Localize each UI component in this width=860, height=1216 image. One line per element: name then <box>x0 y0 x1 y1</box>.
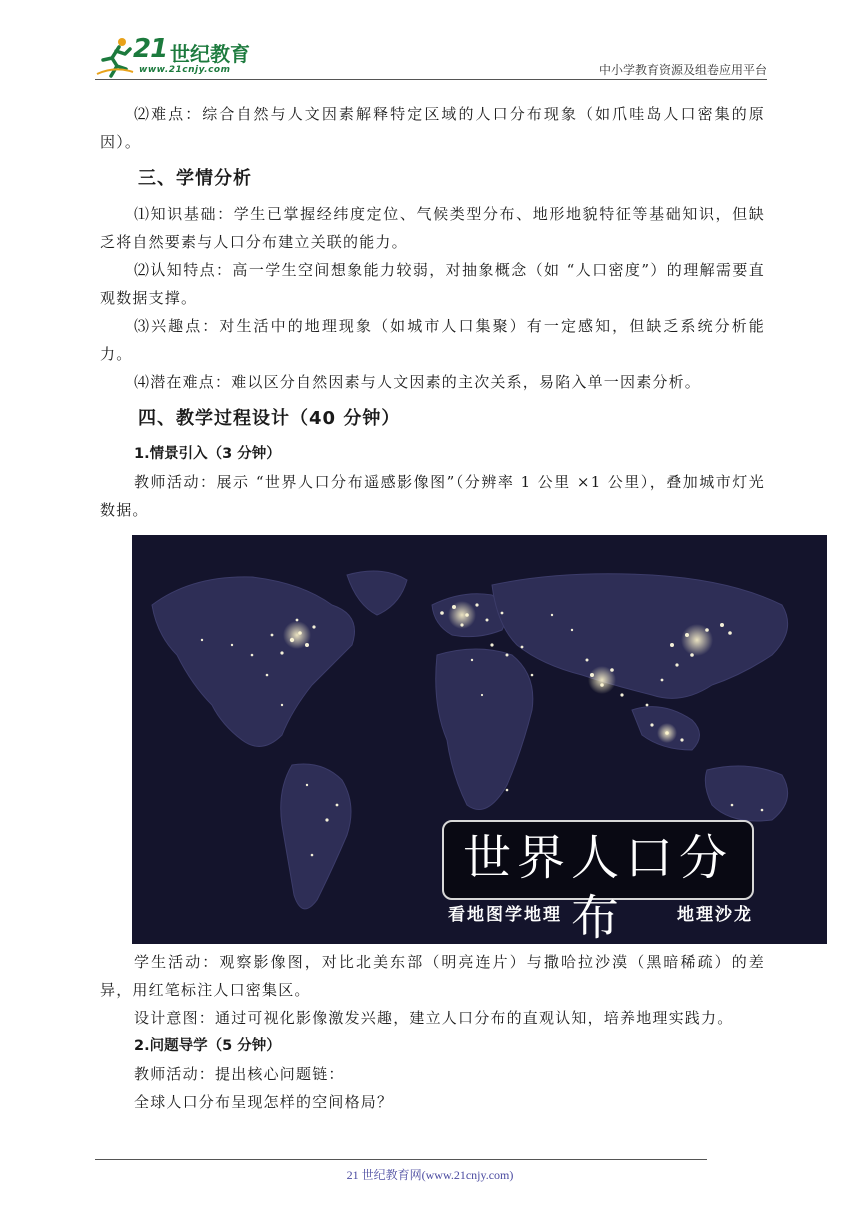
paragraph-student-activity-1: 学生活动：观察影像图，对比北美东部（明亮连片）与撒哈拉沙漠（黑暗稀疏）的差异，用红笔标注人口密集区。 <box>100 953 765 999</box>
footer-site-link[interactable]: 21 世纪教育网(www.21cnjy.com) <box>346 1168 514 1182</box>
paragraph-interest: ⑶兴趣点：对生活中的地理现象（如城市人口集聚）有一定感知，但缺乏系统分析能力。 <box>100 317 765 363</box>
site-logo[interactable] <box>95 36 255 78</box>
paragraph-potential-difficulty: ⑷潜在难点：难以区分自然因素与人文因素的主次关系，易陷入单一因素分析。 <box>134 373 702 391</box>
logo-url: www.21cnjy.com <box>139 65 231 75</box>
heading-learner-analysis: 三、学情分析 <box>138 168 252 189</box>
heading-teaching-process: 四、教学过程设计（40 分钟） <box>138 408 401 429</box>
paragraph-teacher-activity-2: 教师活动：提出核心问题链： <box>134 1065 345 1083</box>
paragraph-knowledge-base: ⑴知识基础：学生已掌握经纬度定位、气候类型分布、地形地貌特征等基础知识，但缺乏将自然要素与人口分布建立关联的能力。 <box>100 205 765 251</box>
platform-label: 中小学教育资源及组卷应用平台 <box>598 63 767 77</box>
map-subtitle-right: 地理沙龙 <box>677 905 753 925</box>
header-divider <box>95 79 767 80</box>
paragraph-difficulty: ⑵难点：综合自然与人文因素解释特定区域的人口分布现象（如爪哇岛人口密集的原因）。 <box>100 105 765 151</box>
heading-problem-guided: 2.问题导学（5 分钟） <box>134 1038 281 1054</box>
runner-logo-icon <box>95 36 135 78</box>
logo-text: 世纪教育 <box>170 42 250 66</box>
paragraph-question-1: 全球人口分布呈现怎样的空间格局？ <box>134 1093 394 1111</box>
footer-divider <box>95 1159 707 1160</box>
map-title: 世界人口分布 <box>462 830 733 944</box>
map-subtitle-left: 看地图学地理 <box>448 905 562 925</box>
logo-number: 21 <box>133 34 168 64</box>
paragraph-teacher-activity-1: 教师活动：展示 “世界人口分布遥感影像图”（分辨率 1 公里 ×1 公里），叠加城市灯光数据。 <box>100 473 765 519</box>
document-body <box>100 100 765 1116</box>
paragraph-cognitive-traits: ⑵认知特点：高一学生空间想象能力较弱，对抽象概念（如 “人口密度”）的理解需要直观数据支撑。 <box>100 261 765 307</box>
heading-scene-intro: 1.情景引入（3 分钟） <box>134 446 281 462</box>
page-header <box>0 0 860 84</box>
world-population-night-map <box>132 535 827 944</box>
paragraph-design-intent-1: 设计意图：通过可视化影像激发兴趣，建立人口分布的直观认知，培养地理实践力。 <box>134 1009 734 1027</box>
